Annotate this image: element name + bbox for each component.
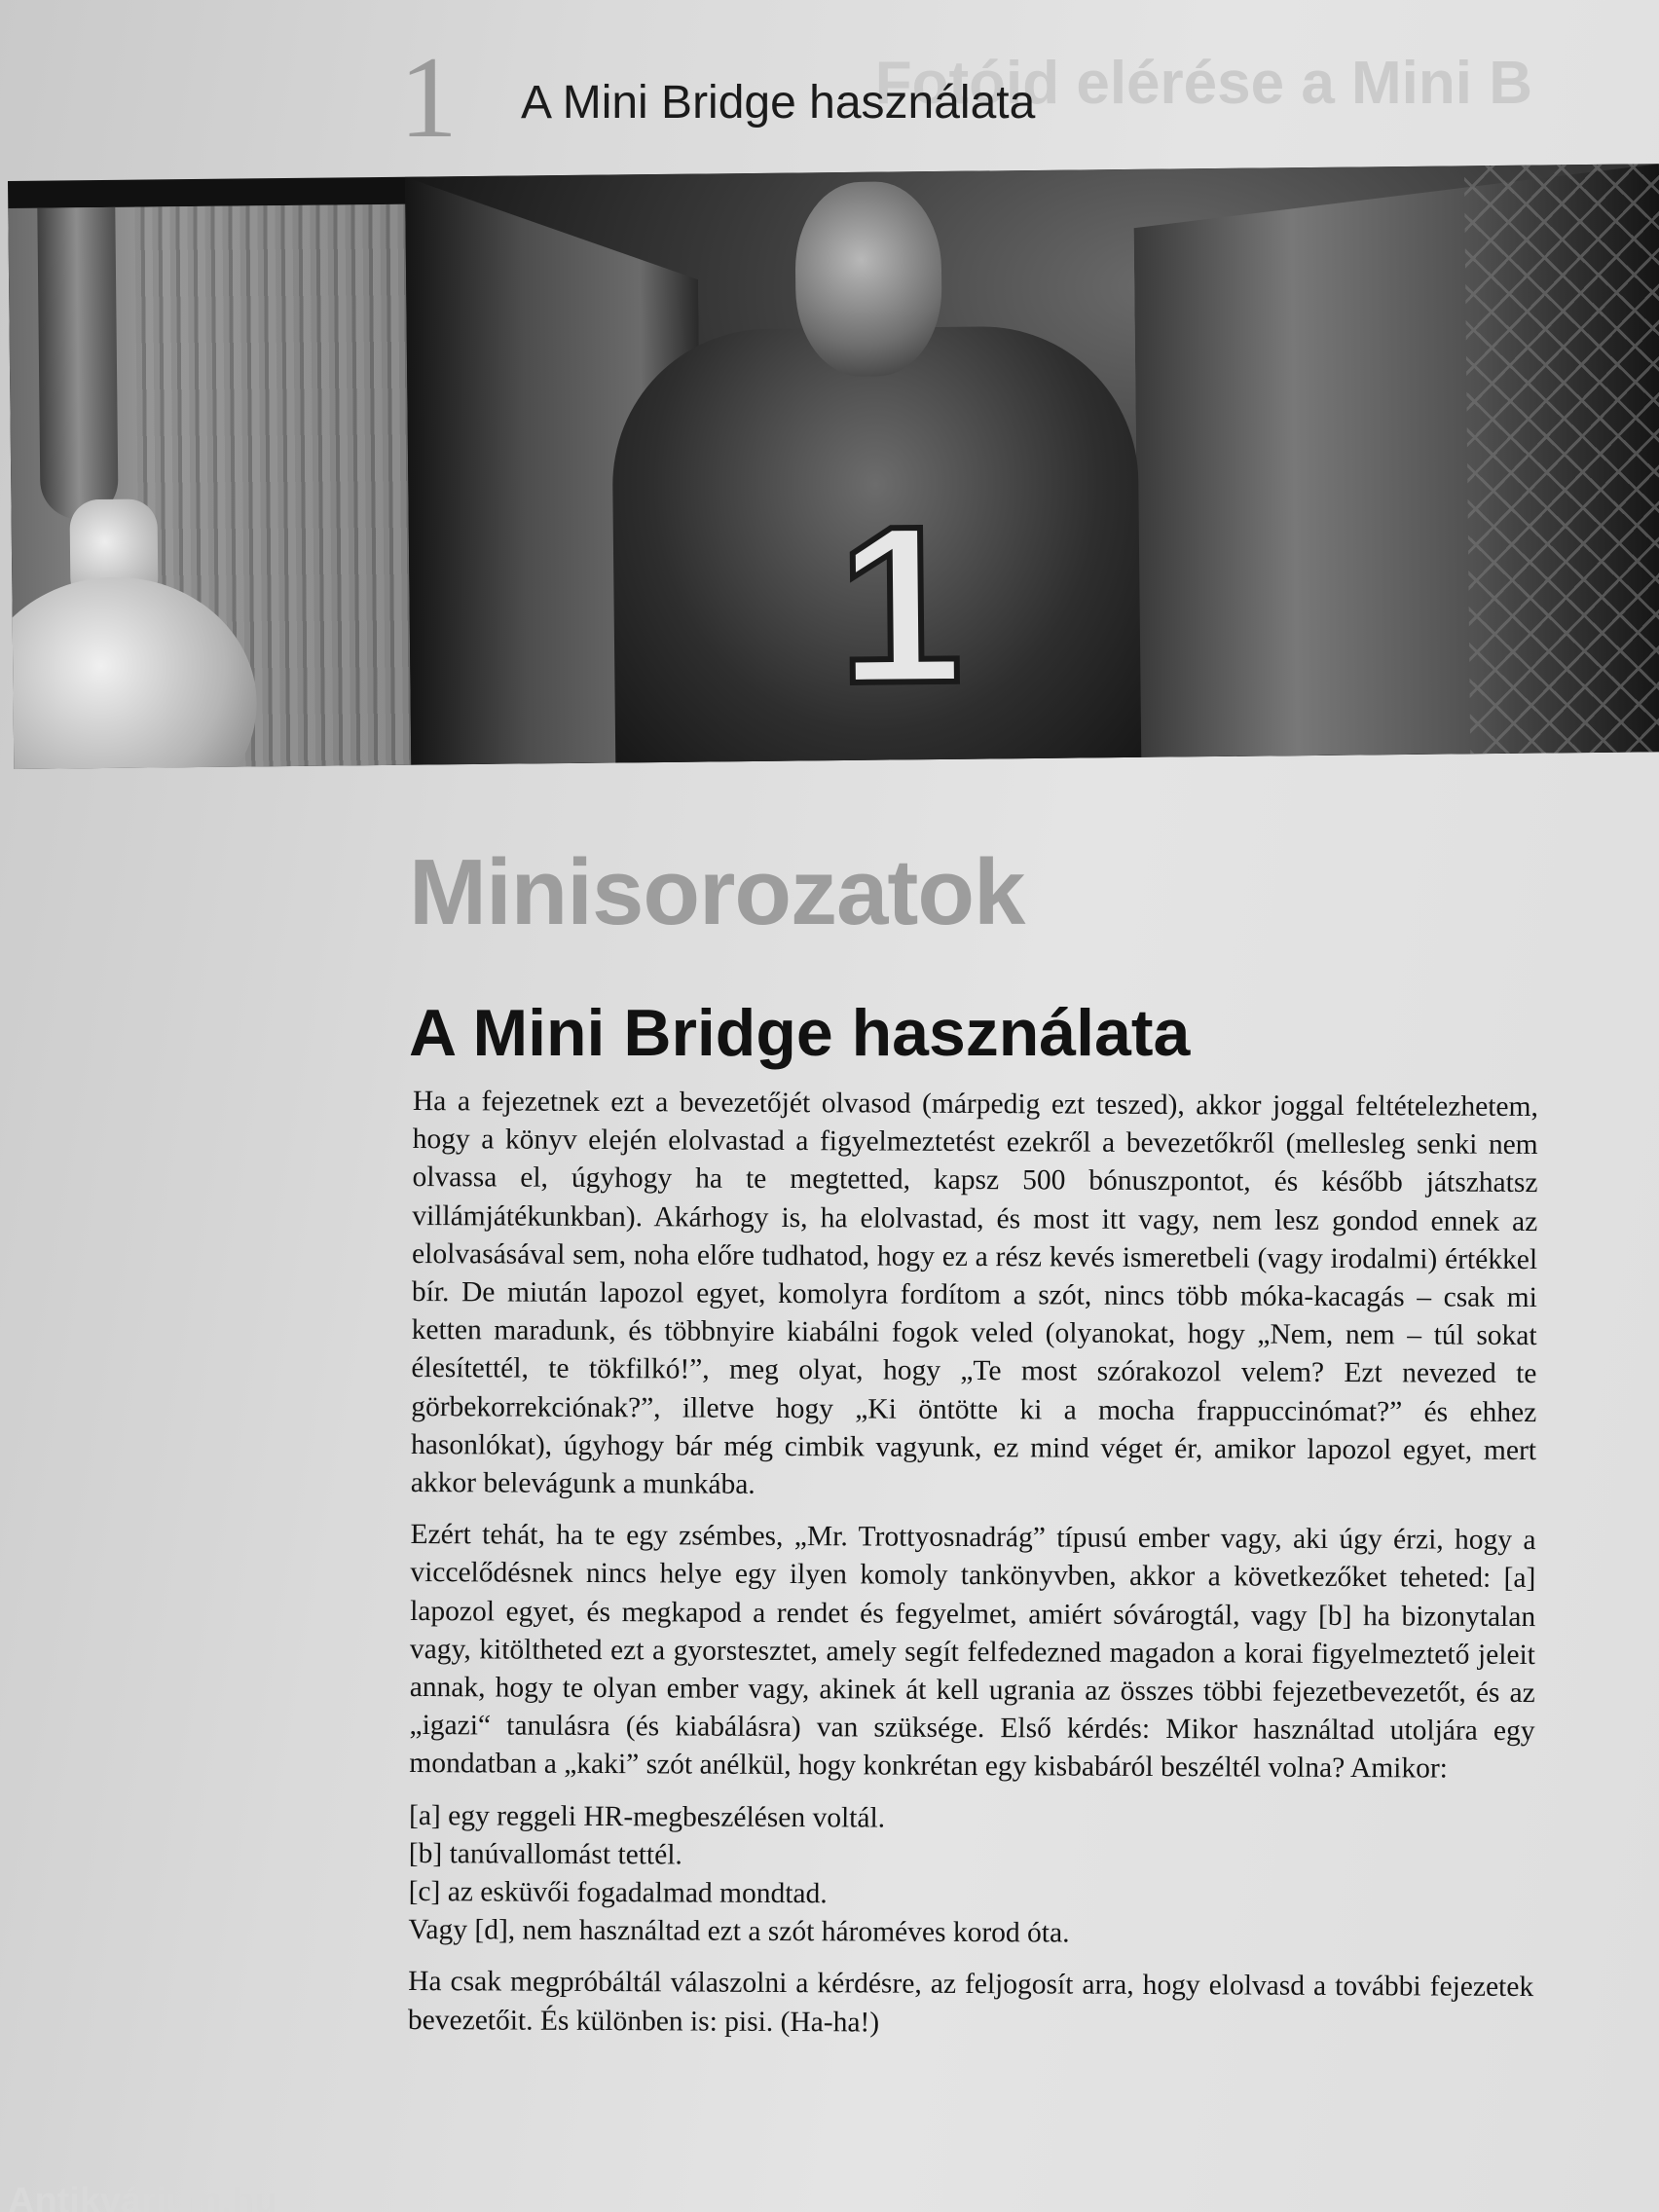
chapter-banner-photo: [8, 164, 1659, 769]
football-player-head: [794, 181, 942, 378]
list-item: [c] az esküvői fogadalmad mondtad.: [408, 1876, 828, 1910]
bleed-through-title: Fotóid elérése a Mini B: [874, 50, 1532, 117]
list-item: Vagy [d], nem használtad ezt a szót hároméves korod óta.: [408, 1914, 1070, 1949]
list-item: [b] tanúvallomást tettél.: [408, 1837, 682, 1871]
running-header-title: A Mini Bridge használata: [521, 77, 1036, 129]
banner-arm: [37, 207, 118, 520]
body-paragraph: Ezért tehát, ha te egy zsémbes, „Mr. Trottyosnadrág” típusú ember vagy, aki úgy érzi, hogy a viccelődésnek nincs helye egy ilyen komoly tankönyvben, akkor a következőket teheted: [a] lapozol egyet, és megkapod a rendet és fegyelmet, amiért sóvárogtál, vagy [b] ha bizonytalan vagy, kitöltheted ezt a gyorstesztet, amely segít felfedezned magadon a korai figyelmeztető jeleit annak, hogy te olyan ember vagy, akinek át kell ugrania az összes többi fejezetbevezetőt, és az „igazi“ tanulásra (és kiabálásra) van szüksége. Első kérdés: Mikor használtad utoljára egy mondatban a „kaki” szót anélkül, hogy konkrétan egy kisbabáról beszéltél volna? Amikor:: [409, 1519, 1536, 1786]
section-title: Minisorozatok: [409, 840, 1025, 944]
chapter-number: 1: [399, 32, 458, 162]
article-title: A Mini Bridge használata: [409, 996, 1191, 1070]
jersey-number: 1: [836, 478, 964, 731]
watermark: Antikvárium.hu: [8, 2181, 277, 2212]
list-item: [a] egy reggeli HR-megbeszélésen voltál.: [408, 1799, 886, 1834]
body-paragraph: Ha a fejezetnek ezt a bevezetőjét olvasod (márpedig ezt teszed), akkor joggal feltételezhetem, hogy a könyv elején elolvastad a figyelmeztetést ezekről a bevezetőkről (mellesleg senki nem olvassa el, úgyhogy ha te megtetted, kapsz 500 bónuszpontot, és később játszhatsz villámjátékunkban). Akárhogy is, ha elolvastad, és most itt vagy, nem lesz gondod ennek az elolvasásával sem, noha előre tudhatod, hogy ez a rész kevés ismeretbeli (vagy irodalmi) értékkel bír. De miután lapozol egyet, komolyra fordítom a szót, nincs több móka-kacagás – csak mi ketten maradunk, és többnyire kiabálni fogok veled (olyanokat, hogy „Nem, nem – túl sokat élesítettél, te tökfilkó!”, meg olyat, hogy „Te most szórakozol velem? Ezt nevezed te görbekorrekciónak?”, illetve hogy „Ki öntötte ki a mocha frappuccinómat?” és ehhez hasonlókat), úgyhogy bár még cimbik vagyunk, ez mind véget ér, amikor lapozol egyet, mert akkor belevágunk a munkába.: [410, 1086, 1538, 1500]
banner-main-panel: [405, 164, 1659, 764]
answer-list: [408, 1797, 1534, 1956]
banner-left-panel: [8, 204, 411, 769]
closing-paragraph: Ha csak megpróbáltál válaszolni a kérdésre, az feljogosít arra, hogy elolvasd a további fejezetek bevezetőit. És különben is: pisi. (Ha-ha!): [407, 1966, 1534, 2039]
chain-link-fence: [1464, 164, 1659, 754]
article-body: [408, 1083, 1538, 2059]
